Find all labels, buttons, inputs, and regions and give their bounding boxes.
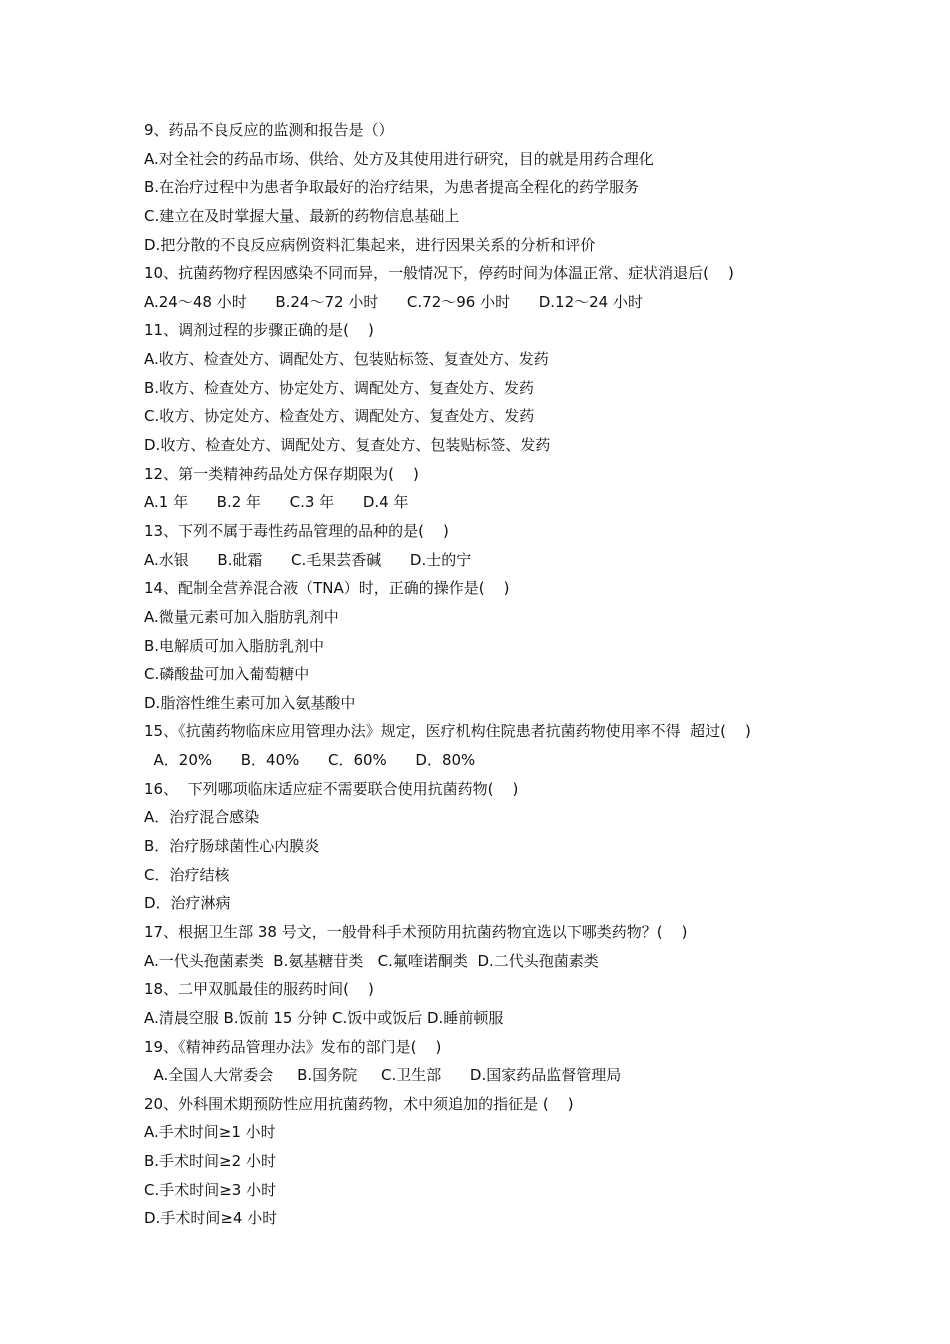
text-line: 16、 下列哪项临床适应症不需要联合使用抗菌药物( ) <box>144 779 519 798</box>
text-line: B.在治疗过程中为患者争取最好的治疗结果，为患者提高全程化的药学服务 <box>144 178 640 197</box>
text-line: A.微量元素可加入脂肪乳剂中 <box>144 607 339 626</box>
text-line: C.建立在及时掌握大量、最新的药物信息基础上 <box>144 206 460 225</box>
text-line: A.1 年 B.2 年 C.3 年 D.4 年 <box>144 493 409 512</box>
text-line: A．20% B．40% C．60% D．80% <box>144 751 476 770</box>
text-line: A.手术时间≥1 小时 <box>144 1123 276 1142</box>
text-line: 18、二甲双胍最佳的服药时间( ) <box>144 980 374 999</box>
text-line: D.手术时间≥4 小时 <box>144 1209 278 1228</box>
text-line: 17、根据卫生部 38 号文，一般骨科手术预防用抗菌药物宜选以下哪类药物？( ) <box>144 922 688 941</box>
text-line: A.清晨空服 B.饭前 15 分钟 C.饭中或饭后 D.睡前顿服 <box>144 1008 504 1027</box>
question-list <box>144 116 844 1233</box>
text-line: D．治疗淋病 <box>144 894 231 913</box>
text-line: 15、《抗菌药物临床应用管理办法》规定，医疗机构住院患者抗菌药物使用率不得 超过( ) <box>144 722 751 741</box>
text-line: A．治疗混合感染 <box>144 808 260 827</box>
text-line: A.全国人大常委会 B.国务院 C.卫生部 D.国家药品监督管理局 <box>144 1066 622 1085</box>
text-line: C.手术时间≥3 小时 <box>144 1180 277 1199</box>
text-line: D.脂溶性维生素可加入氨基酸中 <box>144 693 356 712</box>
text-line: 11、调剂过程的步骤正确的是( ) <box>144 321 374 340</box>
text-line: C.磷酸盐可加入葡萄糖中 <box>144 665 310 684</box>
text-line: A.对全社会的药品市场、供给、处方及其使用进行研究，目的就是用药合理化 <box>144 149 654 168</box>
text-line: B.电解质可加入脂肪乳剂中 <box>144 636 325 655</box>
text-line: A.24～48 小时 B.24～72 小时 C.72～96 小时 D.12～24 小时 <box>144 292 643 311</box>
text-line: 9、药品不良反应的监测和报告是（） <box>144 121 394 139</box>
text-line: C．治疗结核 <box>144 865 230 884</box>
text-line: A.一代头孢菌素类 B.氨基糖苷类 C.氟喹诺酮类 D.二代头孢菌素类 <box>144 951 599 970</box>
text-line: A.水银 B.砒霜 C.毛果芸香碱 D.士的宁 <box>144 550 472 569</box>
text-line: 13、下列不属于毒性药品管理的品种的是( ) <box>144 521 449 540</box>
text-line: 12、第一类精神药品处方保存期限为( ) <box>144 464 419 483</box>
text-line: 10、抗菌药物疗程因感染不同而异，一般情况下，停药时间为体温正常、症状消退后( ) <box>144 264 734 283</box>
text-line: D.把分散的不良反应病例资料汇集起来，进行因果关系的分析和评价 <box>144 235 596 254</box>
text-line: 20、外科围术期预防性应用抗菌药物，术中须追加的指征是 ( ) <box>144 1094 574 1113</box>
text-line: 19、《精神药品管理办法》发布的部门是( ) <box>144 1037 442 1056</box>
text-line: C.收方、协定处方、检查处方、调配处方、复查处方、发药 <box>144 407 535 426</box>
text-line: D.收方、检查处方、调配处方、复查处方、包装贴标签、发药 <box>144 436 551 455</box>
text-line: B.手术时间≥2 小时 <box>144 1152 276 1171</box>
text-line: B.收方、检查处方、协定处方、调配处方、复查处方、发药 <box>144 378 535 397</box>
text-line: B．治疗肠球菌性心内膜炎 <box>144 837 320 856</box>
text-line: 14、配制全营养混合液（TNA）时，正确的操作是( ) <box>144 579 510 598</box>
text-line: A.收方、检查处方、调配处方、包装贴标签、复查处方、发药 <box>144 350 549 369</box>
